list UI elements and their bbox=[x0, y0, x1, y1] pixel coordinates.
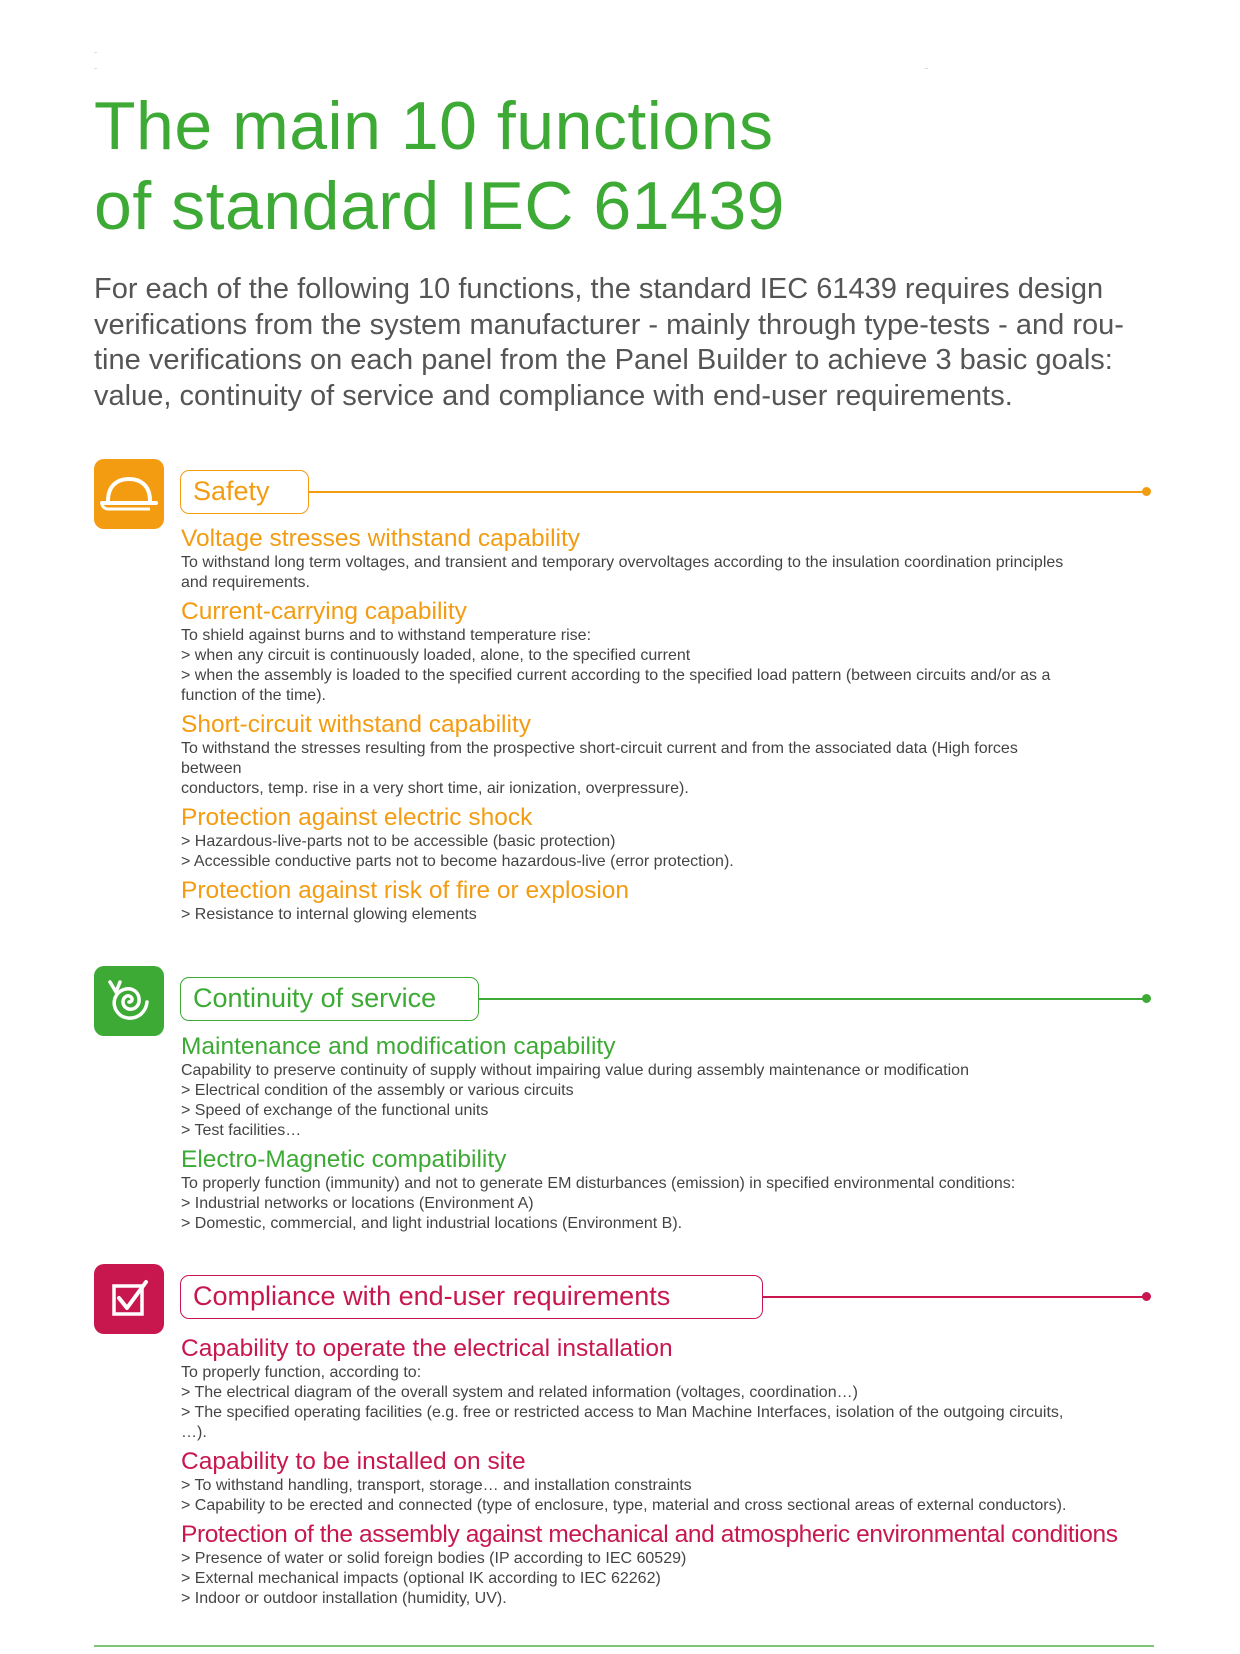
function-item bbox=[181, 1144, 1161, 1234]
function-text: To properly function, according to: bbox=[181, 1364, 422, 1381]
function-text: > Capability to be erected and connected (type of enclosure, type, material and cross sectional areas of external conductors). bbox=[181, 1497, 1067, 1514]
function-text: > Accessible conductive parts not to become hazardous-live (error protection). bbox=[181, 853, 734, 870]
function-text: > Presence of water or solid foreign bodies (IP according to IEC 60529) bbox=[181, 1550, 687, 1567]
page-title bbox=[94, 86, 785, 246]
function-title: Voltage stresses withstand capability bbox=[181, 525, 581, 552]
function-text: To shield against burns and to withstand temperature rise: bbox=[181, 627, 592, 644]
function-text: > Indoor or outdoor installation (humidity, UV). bbox=[181, 1590, 507, 1607]
footer-rule bbox=[94, 1645, 1154, 1647]
function-title: Capability to operate the electrical installation bbox=[181, 1335, 673, 1362]
function-title: Protection against electric shock bbox=[181, 804, 533, 831]
crop-mark bbox=[94, 52, 97, 53]
function-item bbox=[181, 596, 1161, 706]
function-title: Electro-Magnetic compatibility bbox=[181, 1146, 507, 1173]
function-title: Short-circuit withstand capability bbox=[181, 711, 531, 738]
section-rule-dot bbox=[1142, 994, 1151, 1003]
function-text: To withstand long term voltages, and transient and temporary overvoltages according to the insulation coordination principles bbox=[181, 554, 1064, 571]
function-text: > The specified operating facilities (e.g. free or restricted access to Man Machine Interfaces, isolation of the outgoing circuits, bbox=[181, 1404, 1064, 1421]
function-text: > Domestic, commercial, and light industrial locations (Environment B). bbox=[181, 1215, 683, 1232]
function-item bbox=[181, 523, 1161, 593]
function-title: Protection of the assembly against mechanical and atmospheric environmental conditions bbox=[181, 1521, 1118, 1548]
function-item bbox=[181, 1446, 1181, 1516]
function-text: and requirements. bbox=[181, 574, 310, 591]
function-text: > The electrical diagram of the overall system and related information (voltages, coordination…) bbox=[181, 1384, 858, 1401]
function-text: To withstand the stresses resulting from the prospective short-circuit current and from the associated data (High forces bbox=[181, 740, 1018, 757]
intro-line: value, continuity of service and compliance with end-user requirements. bbox=[94, 379, 1013, 412]
hard-hat-icon bbox=[94, 459, 164, 529]
function-text: > To withstand handling, transport, storage… and installation constraints bbox=[181, 1477, 692, 1494]
function-text: > Electrical condition of the assembly or various circuits bbox=[181, 1082, 574, 1099]
intro-paragraph bbox=[94, 272, 1174, 414]
function-item bbox=[181, 709, 1161, 799]
continuity-items bbox=[181, 1031, 1161, 1237]
function-item bbox=[181, 875, 1161, 925]
intro-line: tine verifications on each panel from the Panel Builder to achieve 3 basic goals: bbox=[94, 344, 1113, 376]
function-item bbox=[181, 802, 1161, 872]
function-text: conductors, temp. rise in a very short time, air ionization, overpressure). bbox=[181, 780, 689, 797]
function-item bbox=[181, 1031, 1161, 1141]
function-item bbox=[181, 1333, 1181, 1443]
function-text: Capability to preserve continuity of supply without impairing value during assembly maintenance or modification bbox=[181, 1062, 969, 1079]
function-title: Capability to be installed on site bbox=[181, 1448, 526, 1475]
function-text: …). bbox=[181, 1424, 207, 1441]
section-rule bbox=[309, 491, 1145, 493]
function-title: Maintenance and modification capability bbox=[181, 1033, 616, 1060]
function-title: Protection against risk of fire or explosion bbox=[181, 877, 630, 904]
function-text: > Industrial networks or locations (Environment A) bbox=[181, 1195, 534, 1212]
section-rule-dot bbox=[1142, 1292, 1151, 1301]
intro-line: For each of the following 10 functions, the standard IEC 61439 requires design bbox=[94, 273, 1104, 305]
function-item bbox=[181, 1519, 1181, 1609]
section-label-continuity: Continuity of service bbox=[180, 977, 479, 1021]
section-rule-dot bbox=[1142, 487, 1151, 496]
function-text: To properly function (immunity) and not to generate EM disturbances (emission) in specified environmental conditions: bbox=[181, 1175, 1016, 1192]
section-rule bbox=[479, 998, 1145, 1000]
function-text: > Test facilities… bbox=[181, 1122, 302, 1139]
compliance-items bbox=[181, 1333, 1181, 1612]
function-text: function of the time). bbox=[181, 687, 326, 704]
spiral-arrow-icon bbox=[94, 966, 164, 1036]
function-text: > Resistance to internal glowing elements bbox=[181, 906, 477, 923]
section-label-compliance: Compliance with end-user requirements bbox=[180, 1275, 763, 1319]
page-title-line-2: of standard IEC 61439 bbox=[94, 168, 785, 244]
function-text: > Speed of exchange of the functional units bbox=[181, 1102, 489, 1119]
safety-items bbox=[181, 523, 1161, 928]
function-text: > when any circuit is continuously loaded, alone, to the specified current bbox=[181, 647, 691, 664]
section-label-safety: Safety bbox=[180, 470, 309, 514]
function-title: Current-carrying capability bbox=[181, 598, 467, 625]
function-text: between bbox=[181, 760, 242, 777]
function-text: > when the assembly is loaded to the specified current according to the specified load pattern (between circuits and/or as a bbox=[181, 667, 1051, 684]
intro-line: verifications from the system manufacturer - mainly through type-tests - and rou- bbox=[94, 308, 1124, 341]
function-text: > External mechanical impacts (optional IK according to IEC 62262) bbox=[181, 1570, 661, 1587]
section-rule bbox=[763, 1296, 1145, 1298]
crop-mark bbox=[94, 68, 97, 69]
function-text: > Hazardous-live-parts not to be accessible (basic protection) bbox=[181, 833, 616, 850]
checkbox-icon bbox=[94, 1264, 164, 1334]
page-title-line-1: The main 10 functions bbox=[94, 88, 774, 164]
crop-mark bbox=[925, 68, 928, 69]
